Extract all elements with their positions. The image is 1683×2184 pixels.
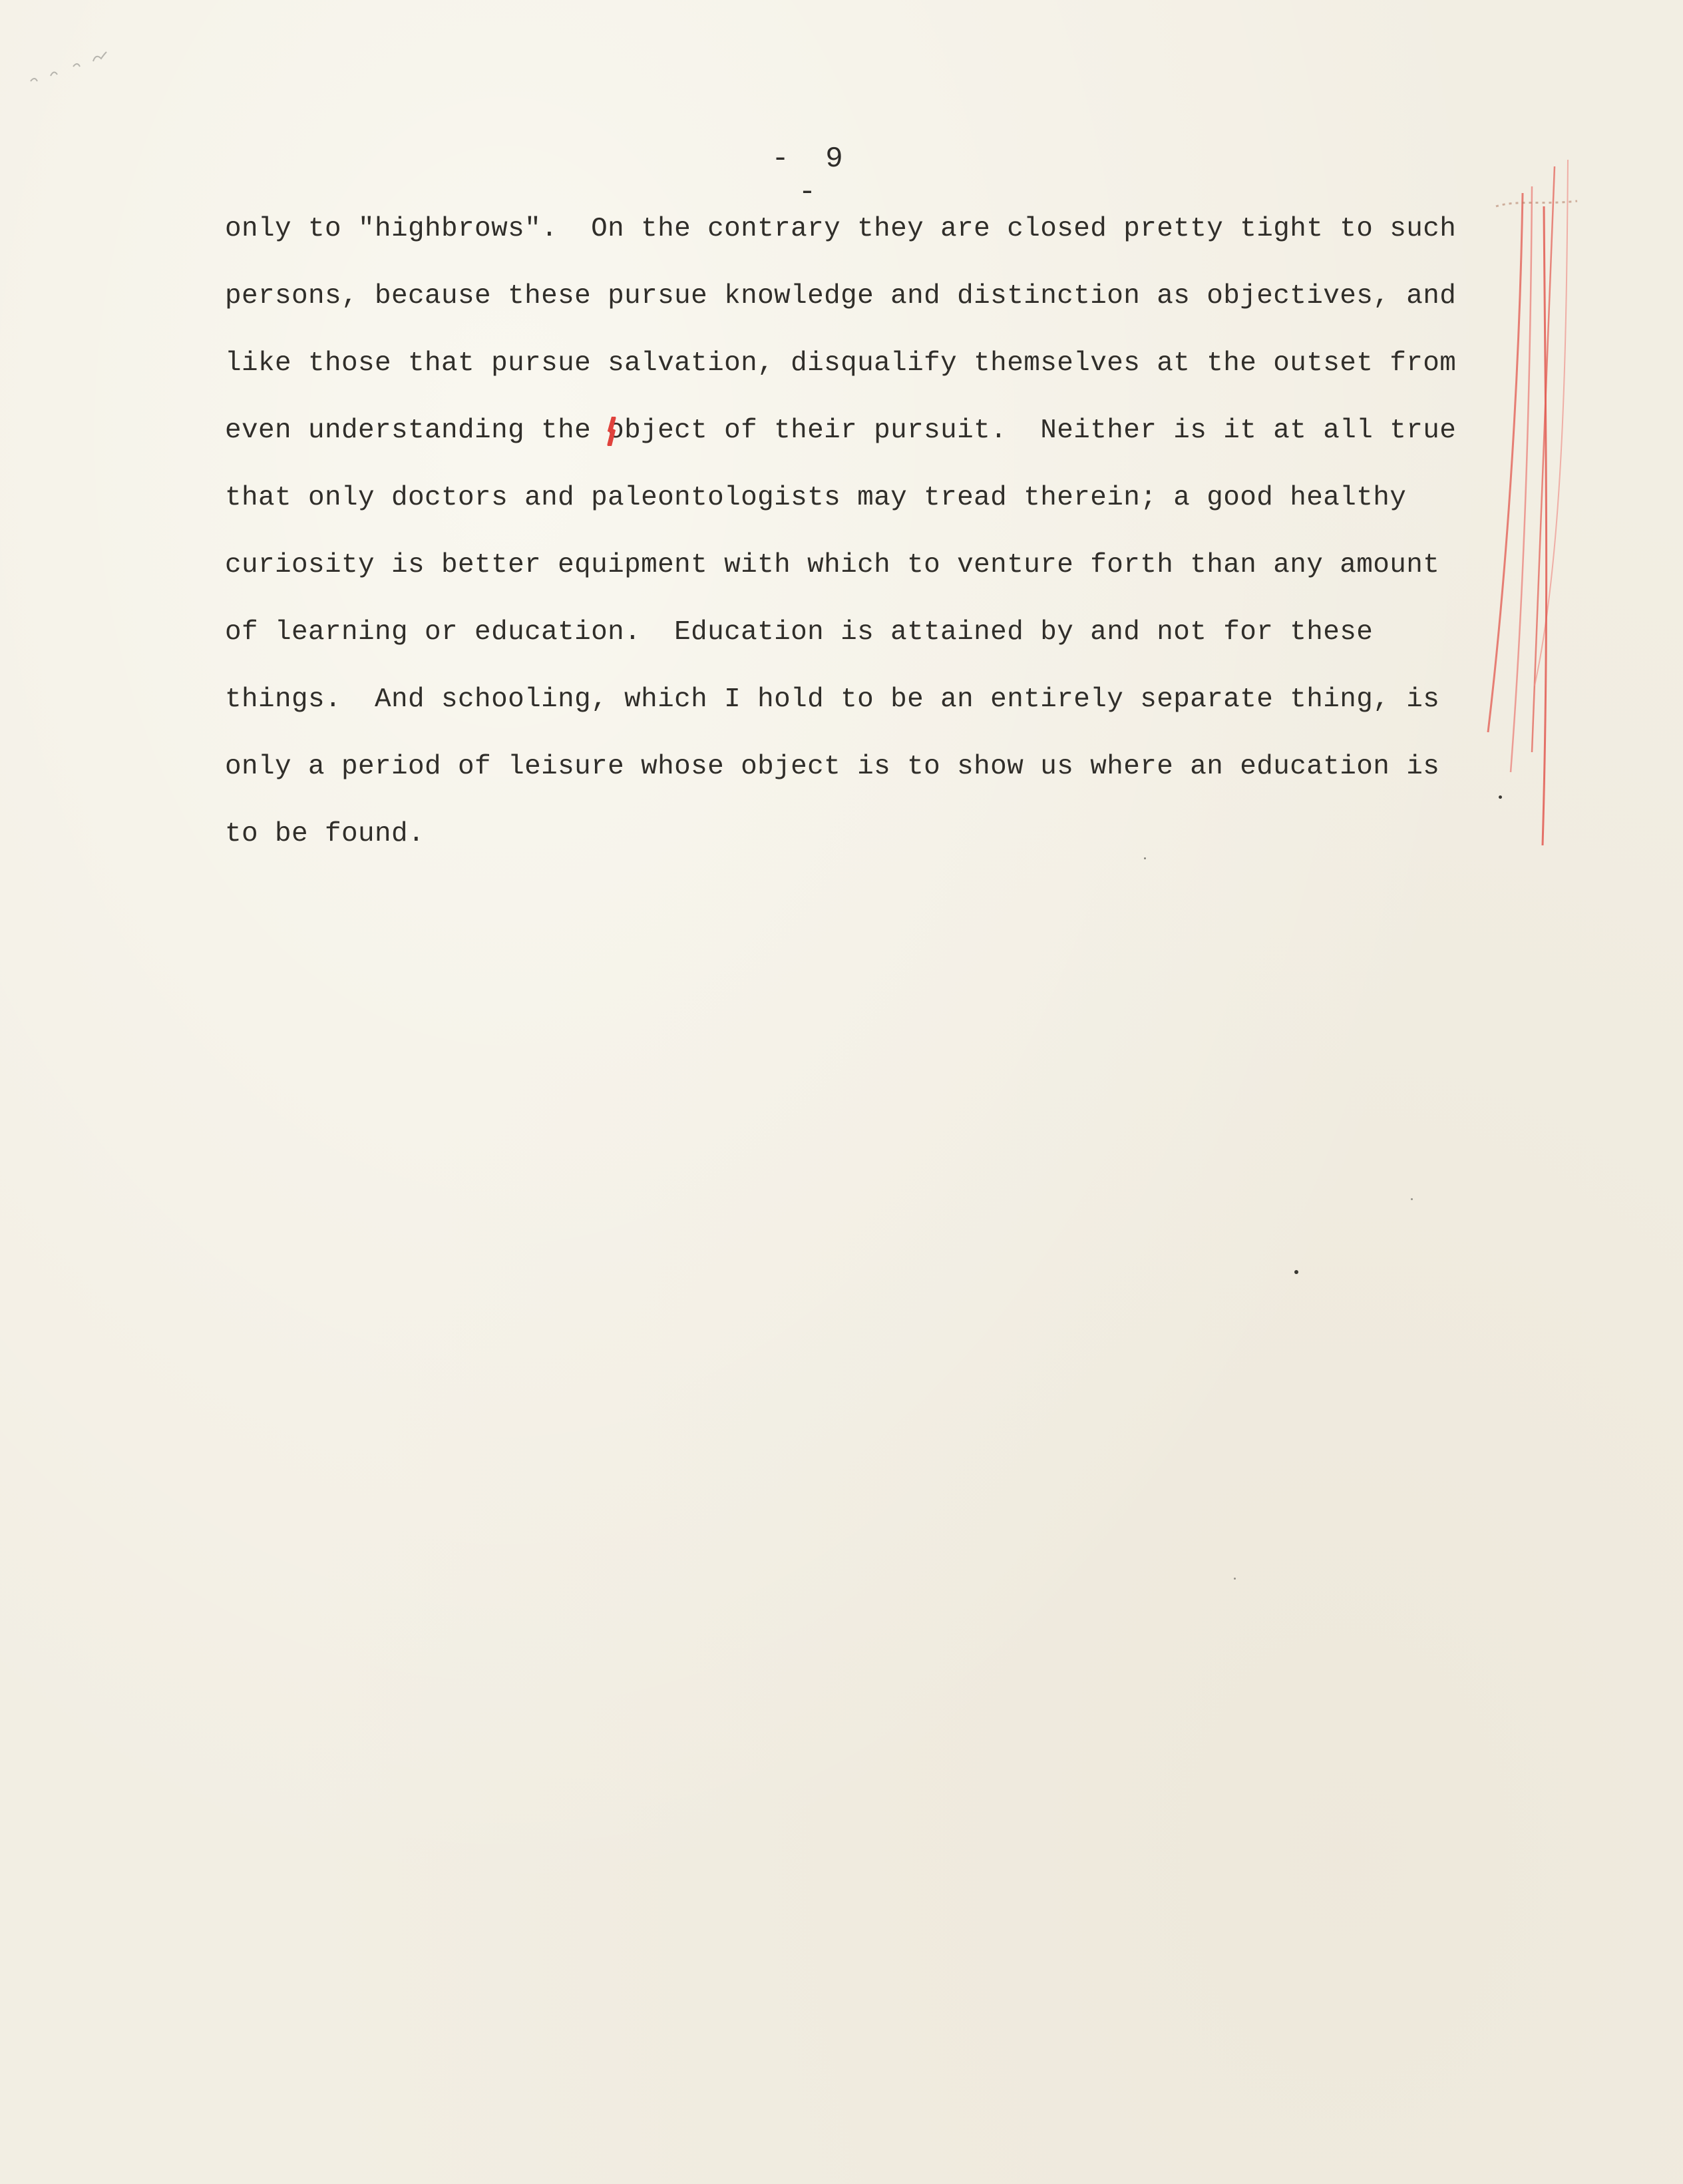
text-line: like those that pursue salvation, disqualify themselves at the outset from — [225, 348, 1457, 379]
text-line: only a period of leisure whose object is to show us where an education is — [225, 752, 1440, 782]
margin-pencil-lines — [1471, 153, 1604, 852]
text-line: things. And schooling, which I hold to be an entirely separate thing, is — [225, 684, 1440, 715]
text-line: only to "highbrows". On the contrary they are closed pretty tight to such — [225, 214, 1457, 244]
text-line: that only doctors and paleontologists may tread therein; a good healthy — [225, 483, 1407, 513]
paper-speck — [1144, 857, 1146, 859]
paper-speck — [1411, 1198, 1413, 1200]
text-line: curiosity is better equipment with which to venture forth than any amount — [225, 550, 1440, 580]
paper-speck — [1234, 1578, 1236, 1580]
text-line: to be found. — [225, 819, 425, 849]
text-line: of learning or education. Education is attained by and not for these — [225, 617, 1374, 648]
text-line: even understanding the object of their pursuit. Neither is it at all true — [225, 415, 1457, 446]
paper-speck — [1499, 795, 1502, 799]
page-number: - 9 - — [771, 142, 852, 209]
corner-pencil-scribble — [27, 35, 140, 95]
paper-speck — [1294, 1270, 1298, 1274]
typed-paragraph — [225, 205, 1503, 877]
red-correction-mark — [604, 417, 620, 446]
text-line: persons, because these pursue knowledge and distinction as objectives, and — [225, 281, 1457, 312]
